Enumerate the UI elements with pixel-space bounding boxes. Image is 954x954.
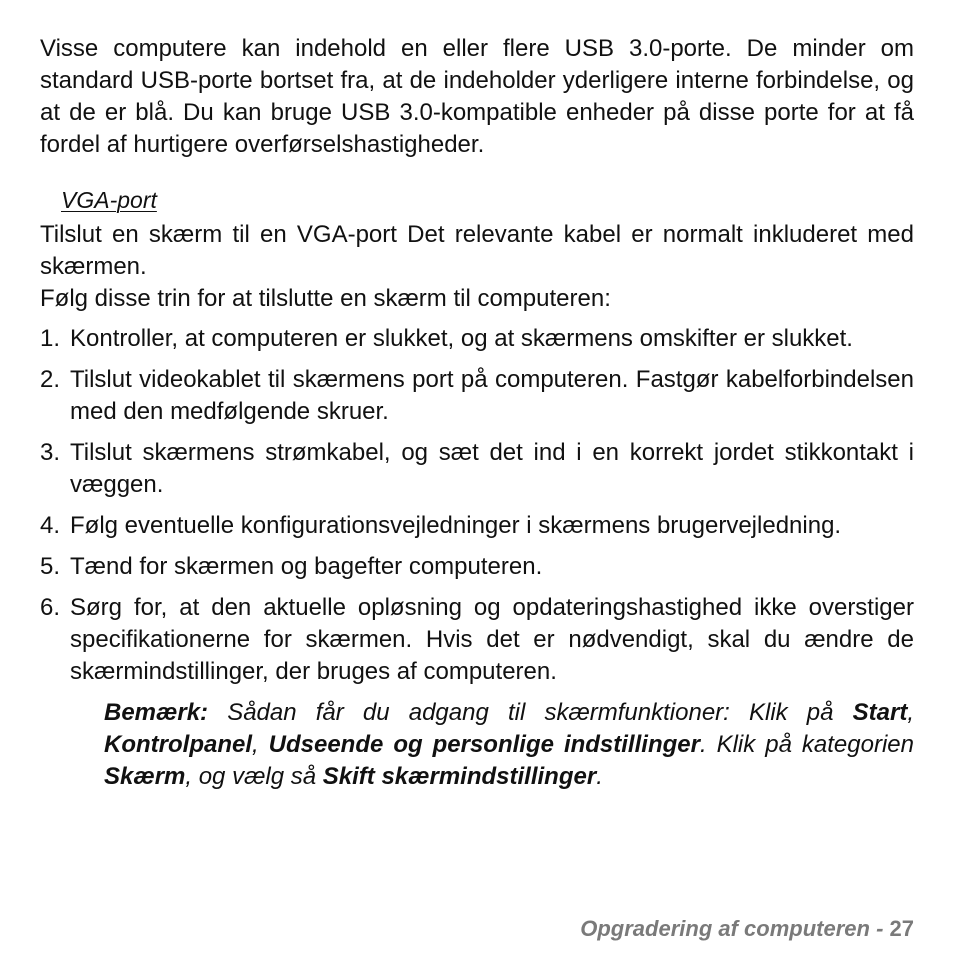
note-text: ,: [907, 699, 914, 726]
list-item: [40, 437, 914, 501]
note-text: Sådan får du adgang til skærmfunktioner: Klik på: [208, 699, 853, 726]
note-text: ,: [252, 731, 269, 758]
note-term-display: Skærm: [104, 763, 186, 790]
footer-title: Opgradering af computeren -: [580, 916, 890, 941]
note-text: . Klik på kategorien: [699, 731, 914, 758]
list-item: [40, 510, 914, 542]
step-number: 2.: [40, 366, 61, 393]
steps-intro: Følg disse trin for at tilslutte en skærm til computeren:: [40, 285, 611, 312]
list-item: [40, 323, 914, 355]
note-text: .: [596, 763, 603, 790]
step-number: 6.: [40, 594, 61, 621]
vga-paragraph: Tilslut en skærm til en VGA-port Det relevante kabel er normalt inkluderet med skærmen.: [40, 221, 914, 280]
note-text: , og vælg så: [185, 763, 323, 790]
note-term-control-panel: Kontrolpanel: [104, 731, 252, 758]
note-label: Bemærk:: [104, 699, 209, 726]
intro-paragraph: Visse computere kan indehold en eller flere USB 3.0-porte. De minder om standard USB-porte bortset fra, at de indeholder yderligere interne forbindelse, og at de er blå. Du kan bruge USB 3.0-kompatible enheder på disse porte for at få fordel af hurtigere overførselshastigheder.: [40, 35, 914, 158]
list-item: [40, 364, 914, 428]
page-footer: [580, 913, 914, 945]
page-content: [40, 33, 914, 793]
step-text: Følg eventuelle konfigurationsvejledninger i skærmens brugervejledning.: [70, 512, 842, 539]
list-item: [40, 592, 914, 688]
note-term-start: Start: [852, 699, 908, 726]
section-title-vga-port: VGA-port: [61, 187, 157, 213]
step-number: 1.: [40, 325, 61, 352]
note-block: [104, 697, 914, 793]
note-term-change-settings: Skift skærmindstillinger: [322, 763, 597, 790]
page-number: 27: [889, 916, 914, 941]
step-number: 3.: [40, 439, 61, 466]
note-term-appearance: Udseende og personlige indstillinger: [268, 731, 700, 758]
steps-list: [40, 323, 914, 688]
list-item: [40, 551, 914, 583]
step-text: Tilslut skærmens strømkabel, og sæt det ind i en korrekt jordet stikkontakt i væggen.: [70, 439, 914, 498]
step-number: 5.: [40, 553, 61, 580]
step-text: Kontroller, at computeren er slukket, og at skærmens omskifter er slukket.: [70, 325, 853, 352]
step-number: 4.: [40, 512, 61, 539]
step-text: Sørg for, at den aktuelle opløsning og opdateringshastighed ikke overstiger specifikationerne for skærmen. Hvis det er nødvendigt, skal du ændre de skærmindstillinger, der bruges af computeren.: [70, 594, 914, 685]
step-text: Tilslut videokablet til skærmens port på computeren. Fastgør kabelforbindelsen med den medfølgende skruer.: [70, 366, 914, 425]
step-text: Tænd for skærmen og bagefter computeren.: [70, 553, 543, 580]
